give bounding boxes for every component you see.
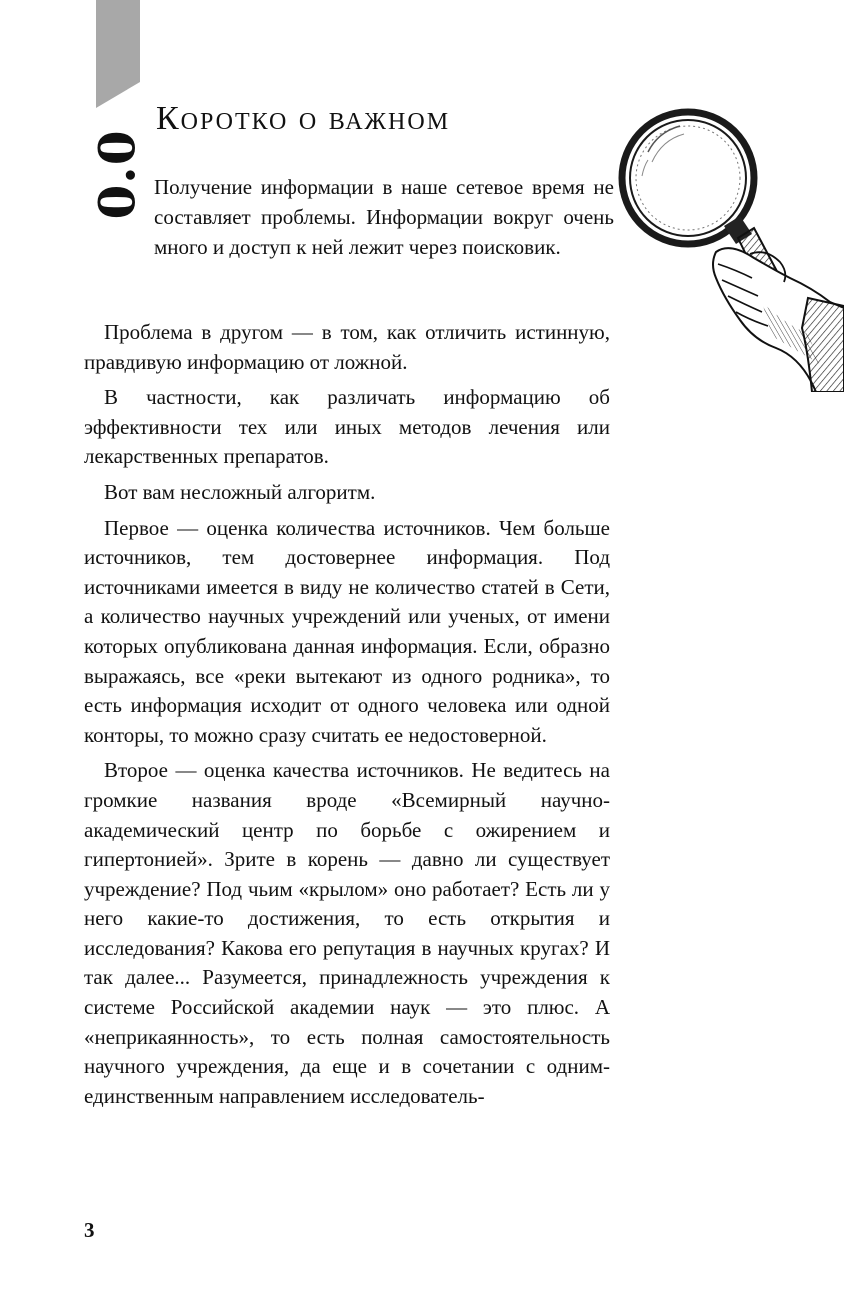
page-number: 3 — [84, 1218, 95, 1242]
paragraph: Первое — оценка количества источников. Чем больше источников, тем достовернее информация. Под источниками имеется в виду не количество статей в Сети, а количество научных учреждений или ученых, от имени которых опубликована данная информация. Если, образно выражаясь, все «реки вытекают из одного родника», то есть информация исходит от одного человека или одной конторы, то можно сразу считать ее недостоверной. — [84, 515, 610, 747]
paragraph: Вот вам несложный алгоритм. — [104, 479, 376, 504]
paragraph: Проблема в другом — в том, как отличить истинную, правдивую информацию от ложной. — [84, 320, 610, 374]
chapter-title: Коротко о важном — [156, 100, 451, 137]
paragraph: В частности, как различать информацию об эффективности тех или иных методов лечения или лекарственных препаратов. — [84, 385, 610, 469]
chapter-number: 0.0 — [87, 129, 147, 219]
magnifying-glass-hand-illustration — [612, 102, 844, 392]
body-text — [84, 318, 610, 1117]
intro-paragraph: Получение информации в наше сетевое время не составляет проблемы. Информации вокруг очень много и доступ к ней лежит через поисковик. — [154, 175, 614, 259]
chapter-tab-marker — [96, 0, 140, 108]
paragraph: Второе — оценка качества источников. Не ведитесь на громкие названия вроде «Всемирный научно-академический центр по борьбе с ожирением и гипертонией». Зрите в корень — давно ли существует учреждение? Под чьим «крылом» оно работает? Есть ли у него какие-то достижения, то есть открытия и исследования? Какова его репутация в научных кругах? И так далее... Разумеется, принадлежность учреждения к системе Российской академии наук — это плюс. А «неприкаянность», то есть полная самостоятельность научного учреждения, да еще и в сочетании с одним-единственным направлением исследователь- — [84, 758, 610, 1108]
